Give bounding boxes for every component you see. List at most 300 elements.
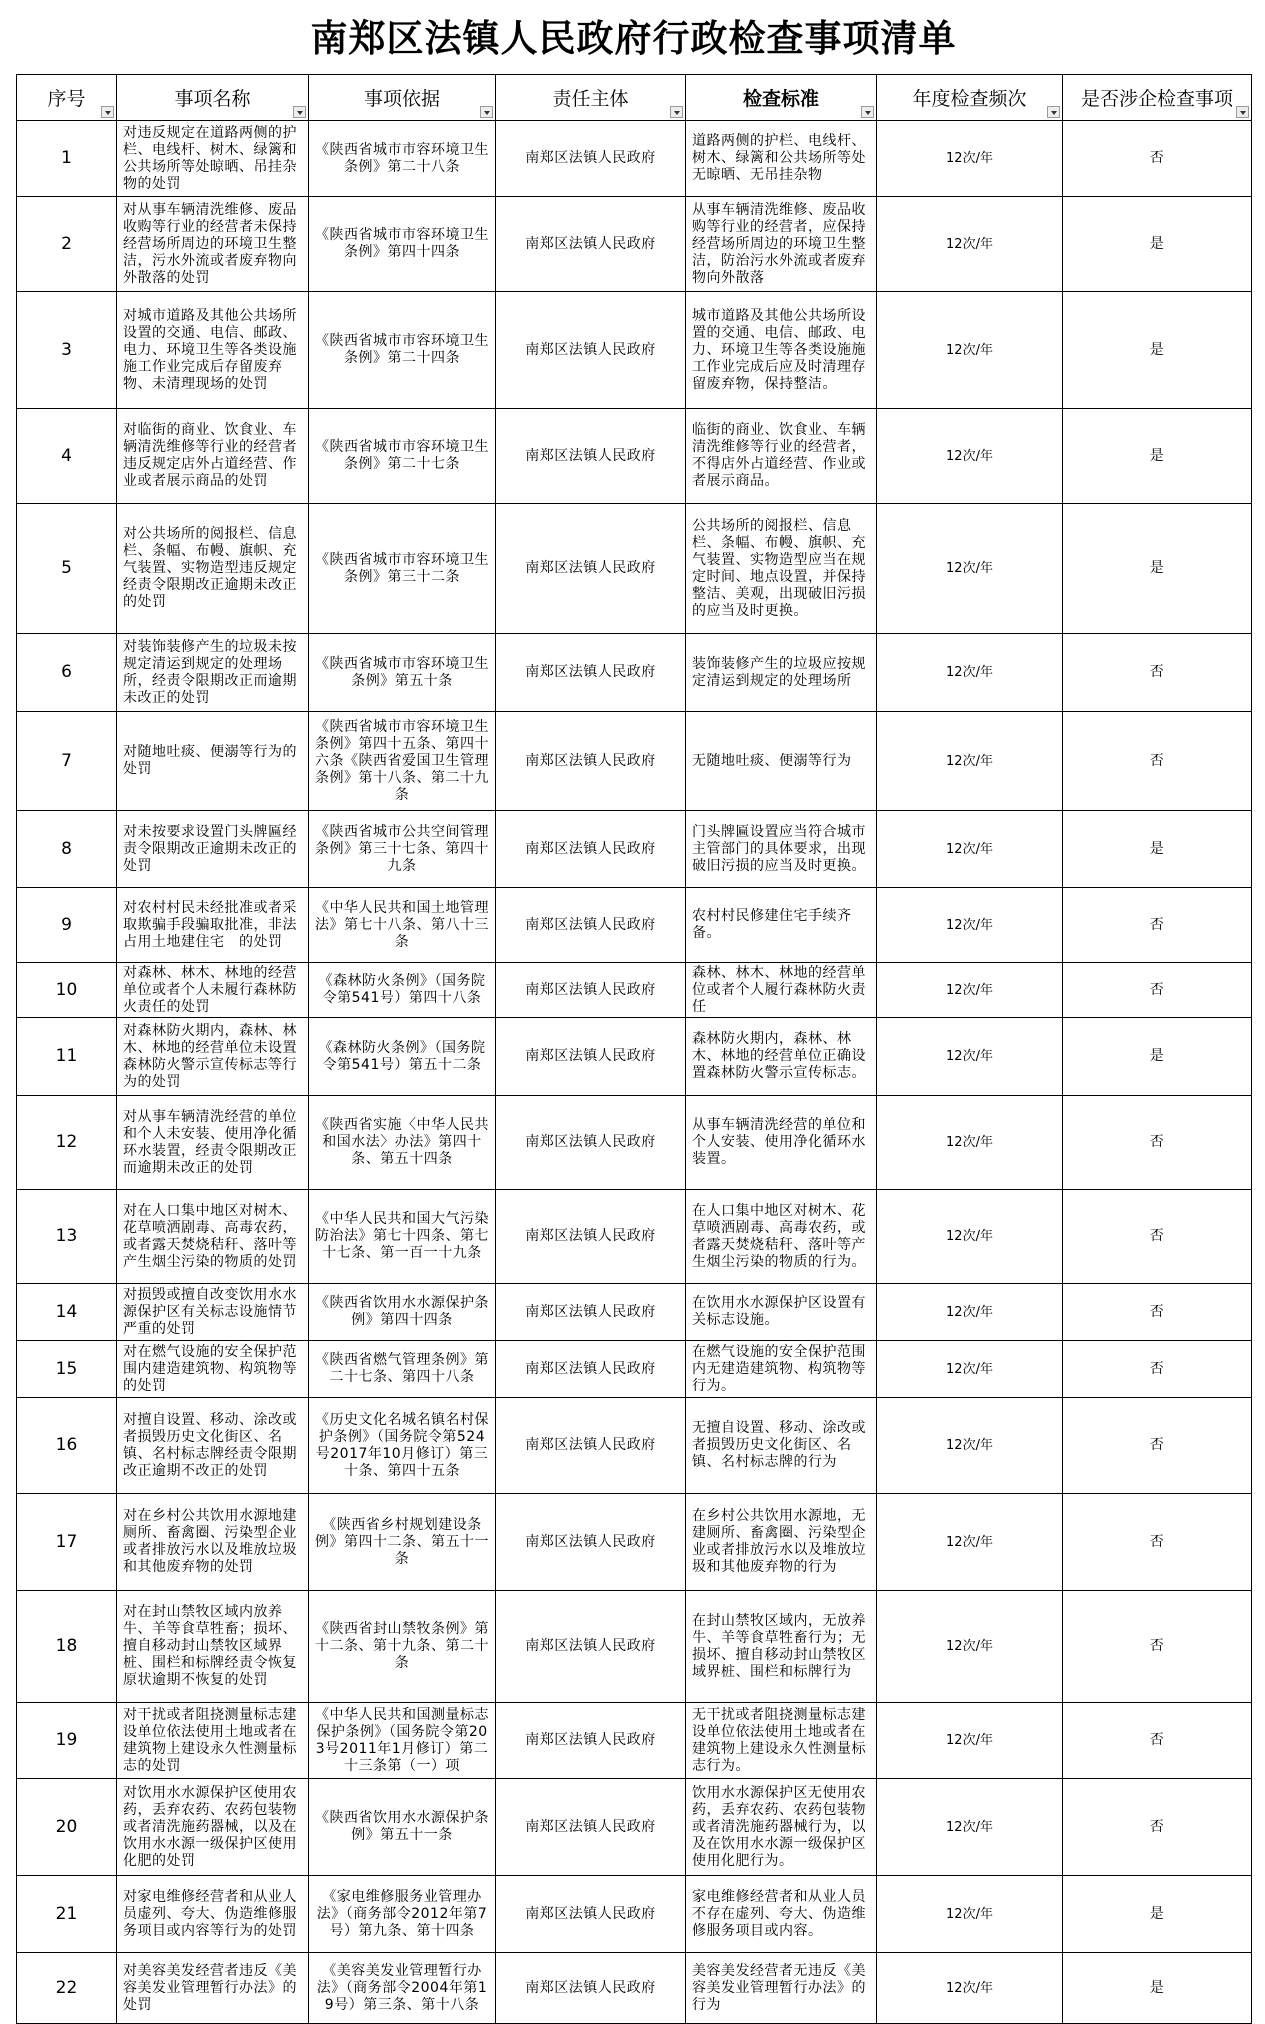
frequency-cell: 12次/年 — [946, 1534, 993, 1550]
enterprise-flag-td — [1063, 1953, 1252, 2024]
frequency-td — [877, 1190, 1063, 1284]
header-standard — [686, 75, 877, 121]
standard-td — [686, 1190, 877, 1284]
enterprise-flag-cell: 否 — [1149, 1228, 1165, 1244]
subject-cell: 南郑区法镇人民政府 — [525, 1228, 656, 1244]
item-name-cell: 对森林防火期内，森林、林木、林地的经营单位未设置森林防火警示宣传标志等行为的处罚 — [123, 1022, 297, 1090]
subject-cell: 南郑区法镇人民政府 — [525, 1732, 656, 1748]
frequency-cell: 12次/年 — [946, 1135, 993, 1150]
subject-td — [496, 963, 686, 1018]
row-number-cell: 19 — [55, 1730, 78, 1750]
standard-td — [686, 1876, 877, 1953]
basis-cell: 《陕西省封山禁牧条例》第十二条、第十九条、第二十条 — [315, 1621, 489, 1671]
frequency-cell: 12次/年 — [946, 665, 993, 680]
enterprise-flag-td — [1063, 409, 1252, 504]
subject-cell: 南郑区法镇人民政府 — [525, 752, 656, 769]
subject-cell: 南郑区法镇人民政府 — [525, 1638, 656, 1654]
frequency-cell: 12次/年 — [946, 1049, 993, 1064]
item-name-cell: 对在乡村公共饮用水源地建厕所、畜禽圈、污染型企业或者排放污水以及堆放垃圾和其他废弃物的处罚 — [123, 1508, 297, 1575]
subject-cell: 南郑区法镇人民政府 — [525, 235, 656, 252]
enterprise-flag-td — [1063, 1284, 1252, 1341]
enterprise-flag-cell: 否 — [1149, 916, 1165, 933]
basis-td — [309, 1284, 496, 1341]
enterprise-flag-cell: 是 — [1149, 1979, 1165, 1996]
item-name-cell: 对擅自设置、移动、涂改或者损毁历史文化街区、名镇、名村标志牌经责令限期改正逾期不改正的处罚 — [123, 1411, 297, 1479]
frequency-cell: 12次/年 — [946, 1819, 993, 1835]
frequency-td — [877, 1876, 1063, 1953]
frequency-td — [877, 811, 1063, 888]
subject-td — [496, 712, 686, 811]
row-number-td — [17, 1190, 117, 1284]
basis-td — [309, 1341, 496, 1398]
subject-cell: 南郑区法镇人民政府 — [525, 1533, 656, 1550]
subject-td — [496, 1876, 686, 1953]
basis-cell: 《陕西省城市市容环境卫生条例》第五十条 — [315, 655, 489, 689]
item-name-cell: 对家电维修经营者和从业人员虚列、夸大、伪造维修服务项目或内容等行为的处罚 — [123, 1888, 297, 1939]
enterprise-flag-cell: 是 — [1149, 1905, 1165, 1922]
frequency-td — [877, 1591, 1063, 1703]
standard-td — [686, 1096, 877, 1190]
standard-td — [686, 292, 877, 409]
table-row — [17, 1953, 1252, 2024]
subject-cell: 南郑区法镇人民政府 — [525, 150, 656, 166]
basis-td — [309, 1703, 496, 1779]
row-number-cell: 10 — [55, 979, 78, 1000]
basis-cell: 《陕西省城市市容环境卫生条例》第二十四条 — [315, 333, 489, 366]
row-number-cell: 22 — [55, 1977, 78, 1998]
frequency-cell: 12次/年 — [946, 917, 993, 933]
enterprise-flag-td — [1063, 121, 1252, 197]
item-name-td — [117, 409, 309, 504]
row-number-cell: 21 — [55, 1903, 78, 1924]
standard-td — [686, 888, 877, 963]
row-number-td — [17, 1018, 117, 1096]
row-number-cell: 4 — [61, 445, 72, 466]
row-number-td — [17, 1341, 117, 1398]
item-name-cell: 对森林、林木、林地的经营单位或者个人未履行森林防火责任的处罚 — [123, 964, 297, 1015]
subject-td — [496, 1494, 686, 1591]
row-number-cell: 20 — [55, 1816, 78, 1837]
enterprise-flag-cell: 是 — [1149, 235, 1165, 252]
standard-cell: 在燃气设施的安全保护范围内无建造建筑物、构筑物等行为。 — [692, 1343, 866, 1394]
frequency-td — [877, 1018, 1063, 1096]
standard-cell: 临街的商业、饮食业、车辆清洗维修等行业的经营者，不得店外占道经营、作业或者展示商品。 — [692, 422, 866, 489]
table-row — [17, 121, 1252, 197]
enterprise-flag-td — [1063, 1779, 1252, 1876]
basis-cell: 《森林防火条例》（国务院令第541号）第四十八条 — [318, 973, 486, 1006]
subject-td — [496, 1591, 686, 1703]
item-name-td — [117, 634, 309, 712]
subject-cell: 南郑区法镇人民政府 — [525, 1437, 656, 1453]
basis-td — [309, 1953, 496, 2024]
standard-td — [686, 409, 877, 504]
basis-cell: 《陕西省燃气管理条例》第二十七条、第四十八条 — [315, 1352, 489, 1385]
filter-dropdown-icon[interactable] — [1047, 106, 1060, 118]
standard-cell: 森林、林木、林地的经营单位或者个人履行森林防火责任 — [692, 964, 866, 1015]
row-number-cell: 3 — [61, 339, 72, 360]
row-number-cell: 14 — [55, 1301, 78, 1322]
enterprise-flag-td — [1063, 811, 1252, 888]
enterprise-flag-td — [1063, 1494, 1252, 1591]
standard-td — [686, 121, 877, 197]
subject-cell: 南郑区法镇人民政府 — [525, 916, 656, 933]
basis-td — [309, 1190, 496, 1284]
table-row — [17, 197, 1252, 292]
frequency-cell: 12次/年 — [946, 841, 993, 857]
item-name-td — [117, 1190, 309, 1284]
row-number-td — [17, 1876, 117, 1953]
basis-cell: 《中华人民共和国大气污染防治法》第七十四条、第七十七条、第一百一十九条 — [315, 1211, 489, 1261]
basis-td — [309, 197, 496, 292]
basis-td — [309, 1591, 496, 1703]
item-name-td — [117, 121, 309, 197]
header-label: 事项名称 — [174, 88, 251, 110]
frequency-cell: 12次/年 — [946, 342, 993, 358]
frequency-td — [877, 1398, 1063, 1494]
subject-cell: 南郑区法镇人民政府 — [525, 981, 656, 998]
row-number-td — [17, 888, 117, 963]
header-item-name — [117, 75, 309, 121]
basis-cell: 《陕西省城市公共空间管理条例》第三十七条、第四十九条 — [315, 823, 489, 874]
enterprise-flag-cell: 否 — [1149, 1134, 1165, 1150]
table-row — [17, 1591, 1252, 1703]
item-name-cell: 对饮用水水源保护区使用农药，丢弃农药、农药包装物或者清洗施药器械，以及在饮用水水源一级保护区使用化肥的处罚 — [123, 1784, 297, 1869]
enterprise-flag-cell: 否 — [1149, 1818, 1165, 1835]
standard-cell: 公共场所的阅报栏、信息栏、条幅、布幔、旗帜、充气装置、实物造型应当在规定时间、地点设置，并保持整洁、美观，出现破旧污损的应当及时更换。 — [692, 517, 866, 619]
row-number-td — [17, 1779, 117, 1876]
item-name-cell: 对损毁或擅自改变饮用水水源保护区有关标志设施情节严重的处罚 — [123, 1286, 297, 1337]
row-number-td — [17, 1398, 117, 1494]
table-row — [17, 811, 1252, 888]
row-number-cell: 13 — [55, 1226, 78, 1246]
subject-td — [496, 1703, 686, 1779]
row-number-td — [17, 292, 117, 409]
basis-td — [309, 504, 496, 634]
enterprise-flag-cell: 是 — [1149, 840, 1165, 857]
standard-cell: 无干扰或者阻挠测量标志建设单位依法使用土地或者在建筑物上建设永久性测量标志行为。 — [692, 1706, 866, 1774]
frequency-td — [877, 1341, 1063, 1398]
enterprise-flag-td — [1063, 1876, 1252, 1953]
frequency-td — [877, 409, 1063, 504]
table-row — [17, 1703, 1252, 1779]
table-row — [17, 1096, 1252, 1190]
standard-cell: 无擅自设置、移动、涂改或者损毁历史文化街区、名镇、名村标志牌的行为 — [692, 1420, 866, 1470]
basis-td — [309, 1096, 496, 1190]
table-row — [17, 1341, 1252, 1398]
enterprise-flag-cell: 是 — [1149, 560, 1165, 576]
frequency-td — [877, 121, 1063, 197]
subject-td — [496, 888, 686, 963]
subject-cell: 南郑区法镇人民政府 — [525, 1134, 656, 1150]
subject-cell: 南郑区法镇人民政府 — [525, 1905, 656, 1922]
row-number-td — [17, 634, 117, 712]
standard-td — [686, 1284, 877, 1341]
table-row — [17, 634, 1252, 712]
standard-td — [686, 1018, 877, 1096]
enterprise-flag-cell: 否 — [1149, 150, 1165, 166]
row-number-cell: 9 — [61, 914, 72, 935]
item-name-cell: 对公共场所的阅报栏、信息栏、条幅、布幔、旗帜、充气装置、实物造型违反规定经责令限期改正逾期未改正的处罚 — [123, 526, 297, 610]
filter-dropdown-icon[interactable] — [480, 106, 493, 118]
item-name-cell: 对在燃气设施的安全保护范围内建造建筑物、构筑物等的处罚 — [123, 1343, 297, 1394]
standard-cell: 从事车辆清洗经营的单位和个人安装、使用净化循环水装置。 — [692, 1117, 866, 1167]
subject-td — [496, 1190, 686, 1284]
subject-td — [496, 1398, 686, 1494]
basis-td — [309, 1398, 496, 1494]
enterprise-flag-td — [1063, 1591, 1252, 1703]
header-subject — [496, 75, 686, 121]
standard-cell: 无随地吐痰、便溺等行为 — [692, 752, 852, 769]
frequency-cell: 12次/年 — [946, 236, 993, 252]
frequency-td — [877, 1284, 1063, 1341]
frequency-cell: 12次/年 — [946, 1438, 993, 1453]
basis-cell: 《陕西省饮用水水源保护条例》第五十一条 — [315, 1810, 489, 1843]
enterprise-flag-cell: 否 — [1149, 1533, 1165, 1550]
standard-td — [686, 811, 877, 888]
basis-td — [309, 811, 496, 888]
item-name-td — [117, 197, 309, 292]
basis-cell: 《美容美发业管理暂行办法》（商务部令2004年第19号）第三条、第十八条 — [316, 1962, 488, 2013]
item-name-td — [117, 1779, 309, 1876]
standard-td — [686, 504, 877, 634]
row-number-cell: 2 — [61, 233, 72, 254]
table-row — [17, 504, 1252, 634]
enterprise-flag-td — [1063, 888, 1252, 963]
basis-cell: 《陕西省城市市容环境卫生条例》第三十二条 — [315, 551, 489, 585]
standard-td — [686, 963, 877, 1018]
subject-td — [496, 197, 686, 292]
basis-td — [309, 1779, 496, 1876]
enterprise-flag-td — [1063, 1190, 1252, 1284]
standard-td — [686, 1494, 877, 1591]
row-number-cell: 5 — [61, 558, 72, 578]
frequency-td — [877, 634, 1063, 712]
header-label: 检查标准 — [742, 88, 819, 110]
basis-td — [309, 409, 496, 504]
frequency-cell: 12次/年 — [946, 151, 993, 166]
row-number-cell: 7 — [61, 750, 72, 771]
subject-cell: 南郑区法镇人民政府 — [525, 1818, 656, 1835]
basis-td — [309, 1494, 496, 1591]
row-number-cell: 6 — [61, 662, 72, 682]
subject-cell: 南郑区法镇人民政府 — [525, 1048, 656, 1064]
subject-td — [496, 1341, 686, 1398]
subject-td — [496, 634, 686, 712]
frequency-td — [877, 888, 1063, 963]
subject-td — [496, 1096, 686, 1190]
item-name-cell: 对装饰装修产生的垃圾未按规定清运到规定的处理场所，经责令限期改正而逾期未改正的处罚 — [123, 638, 297, 706]
enterprise-flag-cell: 是 — [1149, 341, 1165, 358]
enterprise-flag-cell: 否 — [1149, 1303, 1165, 1320]
enterprise-flag-td — [1063, 634, 1252, 712]
item-name-td — [117, 1018, 309, 1096]
frequency-td — [877, 504, 1063, 634]
row-number-cell: 12 — [55, 1132, 78, 1152]
basis-cell: 《历史文化名城名镇名村保护条例》（国务院令第524号2017年10月修订）第三十条、第四十五条 — [315, 1411, 489, 1479]
page-title: 南郑区法镇人民政府行政检查事项清单 — [310, 17, 957, 60]
basis-td — [309, 634, 496, 712]
item-name-td — [117, 1341, 309, 1398]
standard-td — [686, 1703, 877, 1779]
item-name-td — [117, 504, 309, 634]
standard-cell: 饮用水水源保护区无使用农药，丢弃农药、农药包装物或者清洗施药器械行为，以及在饮用水水源一级保护区使用化肥行为。 — [692, 1784, 866, 1869]
standard-td — [686, 1398, 877, 1494]
header-label: 是否涉企检查事项 — [1080, 88, 1233, 110]
basis-cell: 《陕西省乡村规划建设条例》第四十二条、第五十一条 — [315, 1516, 489, 1567]
basis-cell: 《家电维修服务业管理办法》（商务部令2012年第7号）第九条、第十四条 — [316, 1888, 488, 1939]
row-number-td — [17, 121, 117, 197]
item-name-cell: 对未按要求设置门头牌匾经责令限期改正逾期未改正的处罚 — [123, 823, 297, 874]
row-number-td — [17, 1096, 117, 1190]
standard-td — [686, 712, 877, 811]
item-name-td — [117, 811, 309, 888]
subject-td — [496, 1953, 686, 2024]
item-name-cell: 对农村村民未经批准或者采取欺骗手段骗取批准，非法占用土地建住宅 的处罚 — [123, 899, 297, 950]
frequency-cell: 12次/年 — [946, 1229, 993, 1244]
subject-cell: 南郑区法镇人民政府 — [525, 1360, 656, 1377]
basis-cell: 《陕西省城市市容环境卫生条例》第四十四条 — [315, 227, 489, 260]
inspection-items-table — [16, 74, 1252, 2024]
header-label: 年度检查频次 — [912, 88, 1027, 110]
filter-dropdown-icon[interactable] — [861, 106, 874, 118]
subject-cell: 南郑区法镇人民政府 — [525, 341, 656, 358]
filter-dropdown-icon[interactable] — [293, 106, 306, 118]
subject-cell: 南郑区法镇人民政府 — [525, 447, 656, 464]
row-number-cell: 11 — [55, 1046, 78, 1066]
item-name-td — [117, 888, 309, 963]
table-row — [17, 409, 1252, 504]
header-basis — [309, 75, 496, 121]
row-number-cell: 18 — [55, 1636, 78, 1656]
subject-td — [496, 1284, 686, 1341]
table-row — [17, 1494, 1252, 1591]
basis-cell: 《中华人民共和国土地管理法》第七十八条、第八十三条 — [315, 899, 489, 950]
subject-td — [496, 292, 686, 409]
basis-td — [309, 292, 496, 409]
standard-cell: 农村村民修建住宅手续齐备。 — [692, 908, 852, 941]
enterprise-flag-td — [1063, 197, 1252, 292]
basis-cell: 《陕西省城市市容环境卫生条例》第四十五条、第四十六条《陕西省爱国卫生管理条例》第十八条、第二十九条 — [315, 718, 489, 803]
filter-dropdown-icon[interactable] — [101, 106, 114, 118]
frequency-td — [877, 1779, 1063, 1876]
table-row — [17, 1398, 1252, 1494]
table-body — [17, 121, 1252, 2024]
enterprise-flag-cell: 否 — [1149, 664, 1165, 680]
standard-cell: 在乡村公共饮用水源地，无建厕所、畜禽圈、污染型企业或者排放污水以及堆放垃圾和其他废弃物的行为 — [692, 1508, 866, 1575]
frequency-cell: 12次/年 — [946, 1733, 993, 1748]
enterprise-flag-td — [1063, 712, 1252, 811]
item-name-td — [117, 1494, 309, 1591]
header-label: 序号 — [47, 88, 86, 110]
item-name-cell: 对在人口集中地区对树木、花草喷洒剧毒、高毒农药，或者露天焚烧秸秆、落叶等产生烟尘污染的物质的处罚 — [123, 1202, 297, 1270]
standard-td — [686, 1779, 877, 1876]
subject-td — [496, 504, 686, 634]
basis-td — [309, 888, 496, 963]
enterprise-flag-cell: 是 — [1149, 1048, 1165, 1064]
row-number-td — [17, 1953, 117, 2024]
table-row — [17, 963, 1252, 1018]
subject-td — [496, 811, 686, 888]
enterprise-flag-cell: 否 — [1149, 1638, 1165, 1654]
frequency-cell: 12次/年 — [946, 561, 993, 576]
table-row — [17, 888, 1252, 963]
enterprise-flag-td — [1063, 504, 1252, 634]
table-row — [17, 1779, 1252, 1876]
basis-cell: 《陕西省实施〈中华人民共和国水法〉办法》第四十条、第五十四条 — [315, 1117, 489, 1167]
item-name-cell: 对随地吐痰、便溺等行为的处罚 — [123, 744, 297, 777]
enterprise-flag-cell: 否 — [1149, 1360, 1165, 1377]
row-number-td — [17, 963, 117, 1018]
item-name-td — [117, 1703, 309, 1779]
frequency-cell: 12次/年 — [946, 1980, 993, 1996]
item-name-td — [117, 292, 309, 409]
table-row — [17, 1190, 1252, 1284]
frequency-td — [877, 1703, 1063, 1779]
header-frequency — [877, 75, 1063, 121]
frequency-cell: 12次/年 — [946, 982, 993, 998]
subject-td — [496, 121, 686, 197]
row-number-td — [17, 197, 117, 292]
row-number-cell: 8 — [61, 838, 72, 859]
enterprise-flag-td — [1063, 1341, 1252, 1398]
enterprise-flag-td — [1063, 963, 1252, 1018]
header-row — [17, 75, 1252, 121]
subject-td — [496, 409, 686, 504]
frequency-cell: 12次/年 — [946, 753, 993, 769]
enterprise-flag-td — [1063, 1018, 1252, 1096]
standard-cell: 在饮用水水源保护区设置有关标志设施。 — [692, 1295, 866, 1328]
row-number-td — [17, 811, 117, 888]
filter-dropdown-icon[interactable] — [670, 106, 683, 118]
table-row — [17, 1876, 1252, 1953]
frequency-cell: 12次/年 — [946, 1906, 993, 1922]
enterprise-flag-td — [1063, 1398, 1252, 1494]
subject-cell: 南郑区法镇人民政府 — [525, 664, 656, 680]
standard-cell: 从事车辆清洗维修、废品收购等行业的经营者，应保持经营场所周边的环境卫生整洁，防治污水外流或者废弃物向外散落 — [692, 201, 866, 286]
enterprise-flag-td — [1063, 1703, 1252, 1779]
filter-dropdown-icon[interactable] — [1236, 106, 1249, 118]
item-name-cell: 对从事车辆清洗维修、废品收购等行业的经营者未保持经营场所周边的环境卫生整洁，污水外流或者废弃物向外散落的处罚 — [123, 201, 297, 286]
subject-cell: 南郑区法镇人民政府 — [525, 560, 656, 576]
enterprise-flag-cell: 否 — [1149, 981, 1165, 998]
item-name-td — [117, 1398, 309, 1494]
item-name-td — [117, 963, 309, 1018]
item-name-cell: 对在封山禁牧区域内放养牛、羊等食草牲畜；损坏、擅自移动封山禁牧区域界桩、围栏和标牌经责令恢复原状逾期不恢复的处罚 — [123, 1604, 297, 1688]
subject-cell: 南郑区法镇人民政府 — [525, 1303, 656, 1320]
table-row — [17, 1018, 1252, 1096]
table-row — [17, 712, 1252, 811]
enterprise-flag-td — [1063, 292, 1252, 409]
frequency-td — [877, 1953, 1063, 2024]
basis-cell: 《中华人民共和国测量标志保护条例》（国务院令第203号2011年1月修订）第二十三条第（一）项 — [315, 1706, 489, 1774]
standard-td — [686, 1953, 877, 2024]
item-name-td — [117, 1096, 309, 1190]
frequency-td — [877, 197, 1063, 292]
frequency-td — [877, 1096, 1063, 1190]
standard-td — [686, 197, 877, 292]
basis-td — [309, 121, 496, 197]
standard-cell: 在封山禁牧区域内，无放养牛、羊等食草牲畜行为；无损坏、擅自移动封山禁牧区域界桩、围栏和标牌行为 — [692, 1612, 866, 1680]
header-label: 事项依据 — [363, 88, 440, 110]
enterprise-flag-cell: 否 — [1149, 1732, 1165, 1748]
standard-cell: 道路两侧的护栏、电线杆、树木、绿篱和公共场所等处无晾晒、无吊挂杂物 — [692, 133, 866, 183]
enterprise-flag-td — [1063, 1096, 1252, 1190]
frequency-td — [877, 1494, 1063, 1591]
item-name-td — [117, 1284, 309, 1341]
basis-cell: 《森林防火条例》（国务院令第541号）第五十二条 — [318, 1039, 486, 1073]
frequency-cell: 12次/年 — [946, 1304, 993, 1320]
row-number-td — [17, 1591, 117, 1703]
